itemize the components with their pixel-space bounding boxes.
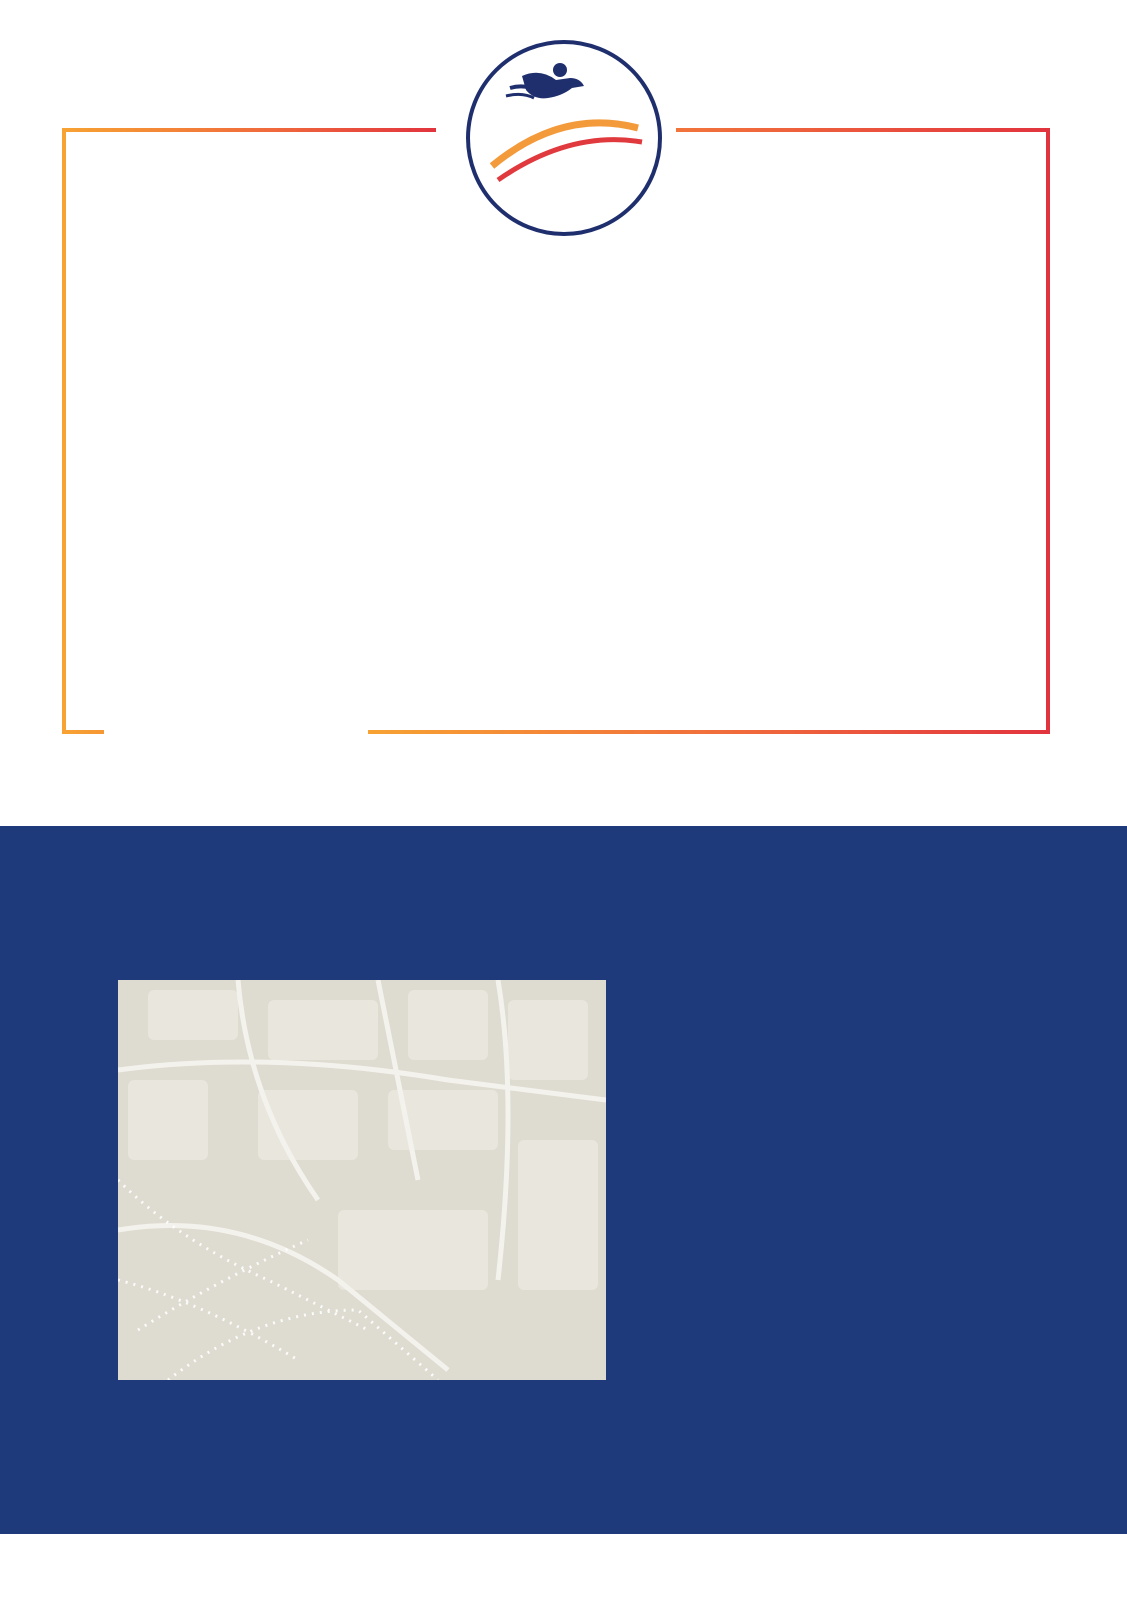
route-map [118, 980, 606, 1380]
printer-mark [1086, 378, 1116, 448]
race-logo [462, 38, 666, 242]
